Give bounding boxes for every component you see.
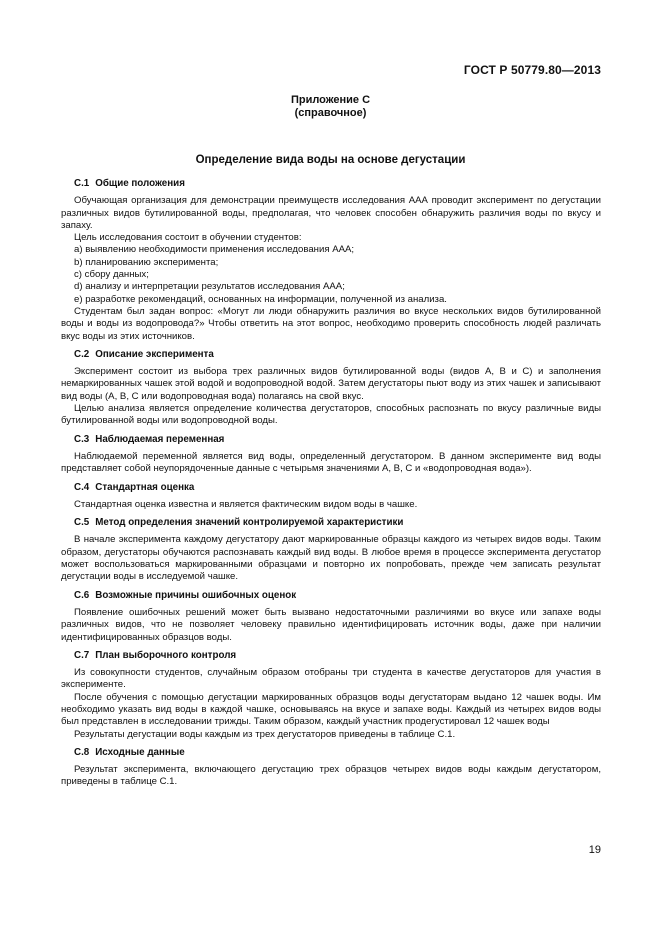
section-c3 bbox=[61, 434, 601, 476]
paragraph: После обучения с помощью дегустации маркированных образцов воды дегустаторам выдано 12 чашек воды. Им необходимо указать вид воды в каждой чашке, основываясь на вкусе и запахе воды. Каждый из четырех видов воды был представлен в исследовании трижды. Таким образом, каждый участник продегустировал 12 чашек воды bbox=[61, 691, 601, 728]
paragraph: Наблюдаемой переменной является вид воды, определенный дегустатором. В данном эксперименте вид воды представляет собой неупорядоченные данные с четырьмя значениями А, В, С и «водопроводная вода»). bbox=[61, 450, 601, 475]
section-number: С.4 bbox=[74, 481, 90, 493]
section-title: Стандартная оценка bbox=[95, 481, 195, 493]
section-number: С.8 bbox=[74, 746, 90, 758]
list-item: е) разработке рекомендаций, основанных на информации, полученной из анализа. bbox=[74, 293, 447, 305]
section-number: С.7 bbox=[74, 649, 90, 661]
section-number: С.2 bbox=[74, 348, 90, 360]
paragraph: Цель исследования состоит в обучении студентов: bbox=[74, 232, 302, 244]
section-c6 bbox=[61, 590, 601, 644]
section-heading bbox=[74, 349, 601, 361]
appendix-type: (справочное) bbox=[294, 107, 367, 119]
section-title: Наблюдаемая переменная bbox=[95, 433, 225, 445]
appendix-label: Приложение С bbox=[290, 94, 371, 106]
list-item: d) анализу и интерпретации результатов исследования ААА; bbox=[74, 281, 345, 293]
section-heading bbox=[74, 747, 601, 759]
section-c2 bbox=[61, 349, 601, 428]
appendix-heading bbox=[0, 94, 661, 120]
paragraph: Целью анализа является определение количества дегустаторов, способных распознать по вкусу различные виды бутилированной воды или водопроводной воды. bbox=[61, 403, 601, 427]
section-number: С.1 bbox=[74, 178, 90, 189]
list-item: b) планированию эксперимента; bbox=[74, 256, 219, 268]
list-item: а) выявлению необходимости применения исследования ААА; bbox=[74, 244, 355, 256]
page-title: Определение вида воды на основе дегустации bbox=[195, 154, 466, 166]
goals-list bbox=[61, 244, 601, 305]
section-c1 bbox=[61, 178, 601, 343]
section-number: С.3 bbox=[74, 433, 90, 445]
paragraph: Результаты дегустации воды каждым из трех дегустаторов приведены в таблице С.1. bbox=[74, 728, 456, 740]
section-c4 bbox=[61, 482, 601, 512]
section-number: С.5 bbox=[74, 517, 90, 529]
document-body bbox=[61, 178, 601, 795]
paragraph: Стандартная оценка известна и является фактическим видом воды в чашке. bbox=[74, 498, 418, 510]
page-number: 19 bbox=[588, 844, 601, 856]
section-c7 bbox=[61, 650, 601, 741]
list-item: с) сбору данных; bbox=[74, 269, 149, 281]
section-c5 bbox=[61, 517, 601, 583]
paragraph: Эксперимент состоит из выбора трех различных видов бутилированной воды (видов А, В и С) и заполнения немаркированных чашек этой водой и водопроводной водой. Затем дегустаторы пьют воду из этих чашек и записывают вид воды (А, В, С или водопроводная вода) полагаясь на свой вкус. bbox=[61, 366, 601, 402]
section-heading bbox=[74, 482, 601, 494]
paragraph: В начале эксперимента каждому дегустатору дают маркированные образцы каждого из четырех видов воды. Таким образом, дегустаторы обучаются распознавать каждый вид воды. В любое время в процессе эксперимента дегустатор может воспользоваться маркированными образцами и повторно их попробовать, прежде чем записать результат дегустации воды в исследуемой чашке. bbox=[61, 534, 601, 583]
section-heading bbox=[74, 517, 601, 529]
section-heading bbox=[74, 434, 601, 446]
section-title: Общие положения bbox=[95, 178, 185, 189]
paragraph: Из совокупности студентов, случайным образом отобраны три студента в качестве дегустаторов для участия в эксперименте. bbox=[61, 667, 601, 691]
section-heading bbox=[74, 178, 601, 190]
section-number: С.6 bbox=[74, 589, 90, 601]
paragraph: Обучающая организация для демонстрации преимуществ исследования ААА проводит эксперимент по дегустации различных видов бутилированной воды, предполагая, что человек способен обнаружить различия воды по вкусу и запаху. bbox=[61, 195, 601, 231]
section-title: План выборочного контроля bbox=[95, 649, 237, 661]
section-title: Описание эксперимента bbox=[95, 348, 214, 360]
section-title: Возможные причины ошибочных оценок bbox=[95, 589, 297, 601]
section-title: Исходные данные bbox=[95, 746, 185, 758]
paragraph: Студентам был задан вопрос: «Могут ли люди обнаружить различия во вкусе нескольких видов бутилированной воды и воды из водопровода?» Чтобы ответить на этот вопрос, необходимо проверить способность людей различать вкус воды из этих источников. bbox=[61, 305, 601, 342]
document-id: ГОСТ Р 50779.80—2013 bbox=[463, 63, 601, 77]
section-heading bbox=[74, 590, 601, 602]
paragraph: Появление ошибочных решений может быть вызвано недостаточными различиями во вкусе или запахе воды различных видов, что не позволяет человеку правильно идентифицировать источник воды, даже при наличии идентифицированных образцов воды. bbox=[61, 606, 601, 643]
paragraph: Результат эксперимента, включающего дегустацию трех образцов четырех видов воды каждым дегустатором, приведены в таблице С.1. bbox=[61, 764, 601, 788]
section-heading bbox=[74, 650, 601, 662]
section-title: Метод определения значений контролируемой характеристики bbox=[95, 517, 404, 529]
section-c8 bbox=[61, 747, 601, 789]
